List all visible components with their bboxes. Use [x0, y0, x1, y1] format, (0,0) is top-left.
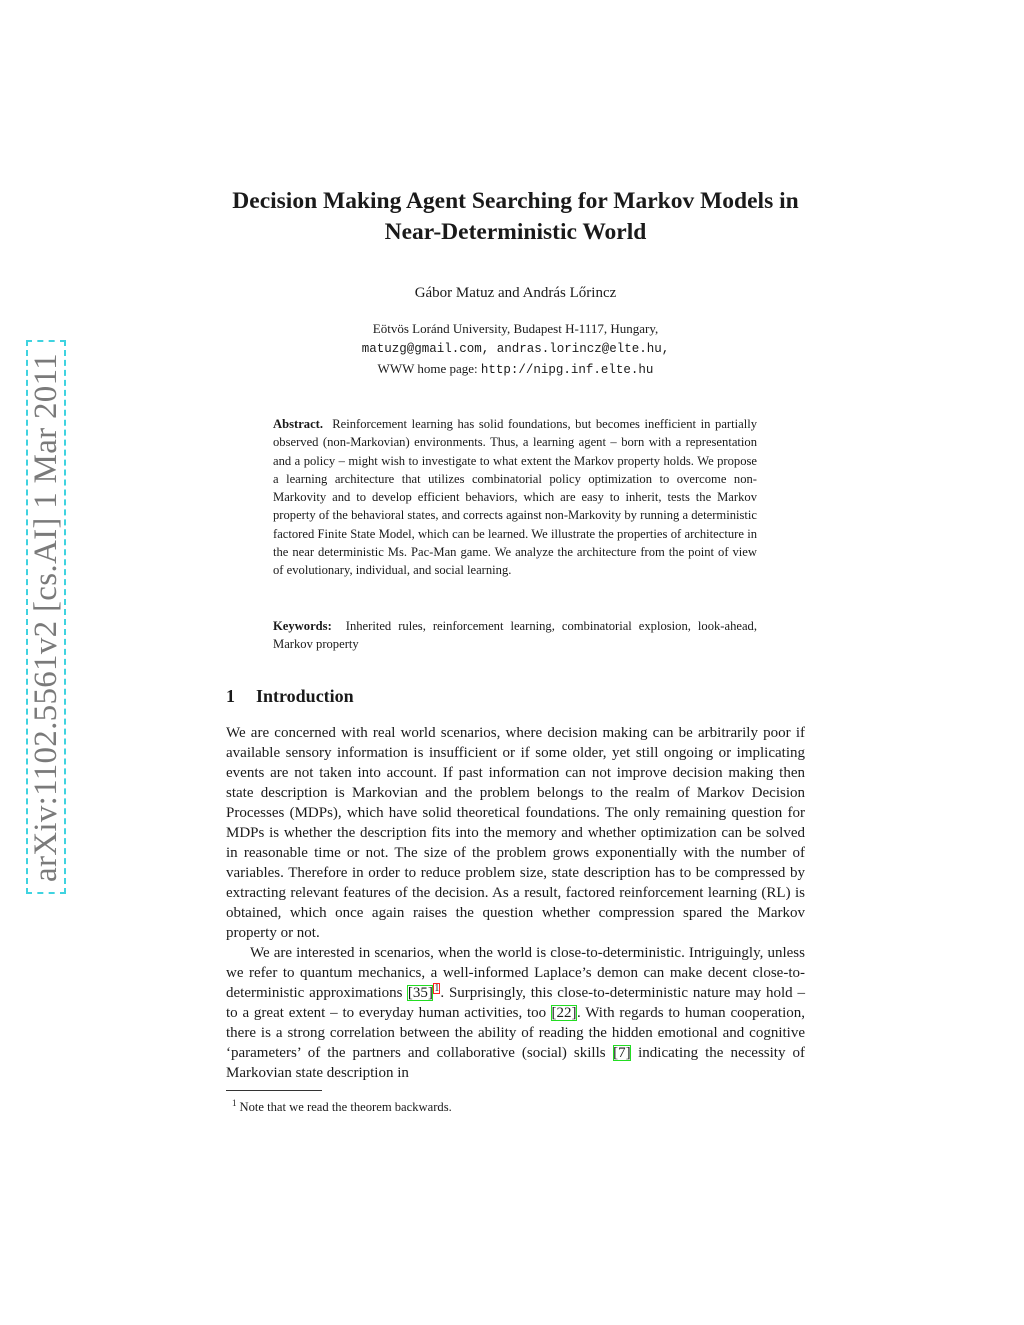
author-emails[interactable]: matuzg@gmail.com, andras.lorincz@elte.hu, — [361, 342, 670, 356]
footnote-text: Note that we read the theorem backwards. — [239, 1100, 452, 1115]
keywords — [273, 617, 757, 654]
citation-35-link[interactable]: [35] — [407, 985, 433, 1001]
intro-para2-part-a: We are interested in scenarios, when the world is close-to-deterministic. Intriguingly, unless we refer to quantum mechanics, a well-informed Laplace’s demon can make decent close-to-deterministic approximations — [226, 945, 805, 1001]
intro-para2-part-d: indicating the necessity of Markovian state description in — [226, 1045, 805, 1081]
affiliation: Eötvös Loránd University, Budapest H-1117, Hungary, — [372, 321, 659, 336]
homepage-label: WWW home page: — [377, 361, 481, 376]
footnote-ref-1-link[interactable]: 1 — [434, 983, 440, 994]
affiliation-block — [226, 319, 805, 380]
title-line-2: Near-Deterministic World — [384, 219, 647, 245]
paper-title — [226, 186, 805, 248]
title-line-1: Decision Making Agent Searching for Markov Models in — [232, 188, 799, 214]
abstract — [273, 415, 757, 580]
intro-para2-part-b: . Surprisingly, this close-to-deterministic nature may hold – to a great extent – to everyday human activities, too — [226, 985, 805, 1021]
intro-para2-part-c: . With regards to human cooperation, there is a strong correlation between the ability of reading the hidden emotional and cognitive ‘parameters’ of the partners and collaborative (social) skills — [226, 1005, 805, 1061]
intro-paragraph-1: We are concerned with real world scenarios, where decision making can be arbitrarily poor if available sensory information is insufficient or if some older, yet still ongoing or implicating events are not taken into account. If past information can not improve decision making then state description is Markovian and the problem belongs to the realm of Markov Decision Processes (MDPs), which have solid theoretical foundations. The only remaining question for MDPs is whether the description fits into the memory and whether optimization can be solved in reasonable time or not. The size of the problem grows exponentially with the number of variables. Therefore in order to reduce problem size, state description has to be compressed by extracting relevant features of the decision. As a result, factored reinforcement learning (RL) is obtained, which once again raises the question whether compression spared the Markov property or not. — [226, 725, 805, 941]
footnote-mark: 1 — [232, 1098, 237, 1108]
abstract-text: Reinforcement learning has solid foundations, but becomes inefficient in partially observed (non-Markovian) environments. Thus, a learning agent – born with a representation and a policy – might wish to investigate to what extent the Markov property holds. We propose a learning architecture that utilizes combinatorial policy optimization to overcome non-Markovity and to develop efficient behaviors, which are easy to inherit, tests the Markov property of the behavioral states, and corrects against non-Markovity by running a deterministic factored Finite State Model, which can be learned. We illustrate the properties of architecture in the near deterministic Ms. Pac-Man game. We analyze the architecture from the point of view of evolutionary, individual, and social learning. — [273, 417, 757, 578]
keywords-label: Keywords: — [273, 619, 332, 633]
introduction-body — [226, 723, 805, 1083]
arxiv-stamp — [26, 340, 66, 894]
section-number: 1 — [226, 686, 235, 706]
authors: Gábor Matuz and András Lőrincz — [414, 285, 617, 301]
intro-paragraph-2 — [226, 943, 805, 1083]
footnote-divider — [226, 1090, 322, 1091]
homepage-link[interactable]: http://nipg.inf.elte.hu — [480, 363, 654, 377]
footnote-1 — [232, 1094, 452, 1116]
abstract-label: Abstract. — [273, 417, 324, 431]
citation-7-link[interactable]: [7] — [613, 1045, 631, 1061]
section-heading-introduction — [226, 684, 354, 708]
citation-22-link[interactable]: [22] — [551, 1005, 577, 1021]
section-title: Introduction — [256, 686, 354, 706]
arxiv-stamp-text: arXiv:1102.5561v2 [cs.AI] 1 Mar 2011 — [27, 352, 64, 882]
keywords-text: Inherited rules, reinforcement learning, combinatorial explosion, look-ahead, Markov property — [273, 619, 758, 652]
